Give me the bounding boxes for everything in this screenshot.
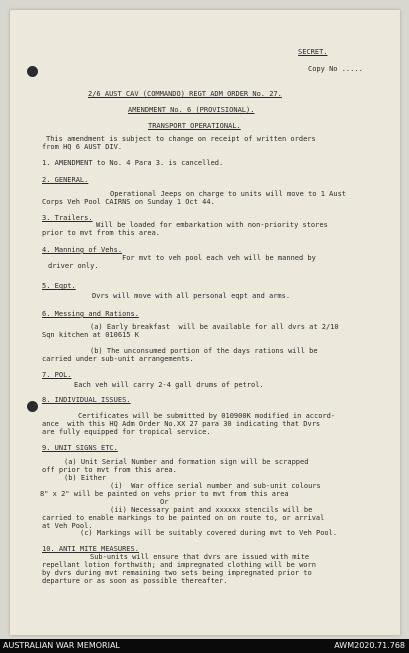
para-line: Operational Jeeps on charge to units will move to 1 Aust	[110, 190, 347, 198]
para-line: (a) Unit Serial Number and formation sign will be scrapped	[64, 458, 309, 466]
para-line: repellant lotion forthwith; and impregnated clothing will be worn	[42, 561, 316, 569]
archive-footer-bar	[0, 639, 409, 653]
para-line: prior to mvt from this area.	[42, 229, 161, 237]
para-line: (c) Markings will be suitably covered during mvt to Veh Pool.	[80, 529, 338, 537]
para-line: carried under sub-unit arrangements.	[42, 355, 194, 363]
para-line: Each veh will carry 2-4 gall drums of petrol.	[74, 381, 264, 389]
para-line: are fully equipped for tropical service.	[42, 428, 211, 436]
para-heading: 4. Manning of Vehs.	[42, 246, 123, 254]
para-line: (i) War office serial number and sub-unit colours	[110, 482, 321, 490]
para-line: 8" x 2" will be painted on vehs prior to mvt from this area	[40, 490, 289, 498]
para-line: (b) The unconsumed portion of the days rations will be	[90, 347, 318, 355]
para-line: Sub-units will ensure that dvrs are issued with mite	[90, 553, 310, 561]
amendment-title: AMENDMENT No. 6 (PROVISIONAL).	[128, 106, 255, 114]
para-line: by dvrs during mvt remaining two sets being impregnated prior to	[42, 569, 312, 577]
para-line: For mvt to veh pool each veh will be manned by	[122, 254, 316, 262]
para-heading: 9. UNIT SIGNS ETC.	[42, 444, 118, 452]
para-line: carried to enable markings to be painted on on route to, or arrival	[42, 514, 325, 522]
para-heading: 10. ANTI MITE MEASURES.	[42, 545, 139, 553]
intro-line: This amendment is subject to change on receipt of written orders	[46, 135, 316, 143]
para-line: Will be loaded for embarkation with non-priority stores	[96, 221, 328, 229]
para-heading: 2. GENERAL.	[42, 176, 89, 184]
para-line: (a) Early breakfast will be available for all dvrs at 2/10	[90, 323, 339, 331]
para-line: departure or as soon as possible thereafter.	[42, 577, 228, 585]
para-line: Certificates will be submitted by 010900K modified in accord-	[78, 412, 336, 420]
order-title: 2/6 AUST CAV (COMMANDO) REGT ADM ORDER No. 27.	[88, 90, 282, 98]
section-subtitle: TRANSPORT OPERATIONAL.	[148, 122, 241, 130]
intro-line: from HQ 6 AUST DIV.	[42, 143, 123, 151]
punch-hole	[27, 401, 38, 412]
para-heading: 6. Messing and Rations.	[42, 310, 139, 318]
archive-reference: AWM2020.71.768	[334, 641, 405, 650]
copy-number: Copy No .....	[308, 65, 363, 73]
para-line: (b) Either	[64, 474, 107, 482]
punch-hole	[27, 66, 38, 77]
para-1: 1. AMENDMENT to No. 4 Para 3. is cancelled.	[42, 159, 224, 167]
para-line: ance with this HQ Adm Order No.XX 27 para 30 indicating that Dvrs	[42, 420, 321, 428]
secret-marking: SECRET.	[298, 48, 328, 56]
para-heading: 3. Trailers.	[42, 214, 93, 222]
para-line: at Veh Pool.	[42, 522, 93, 530]
para-heading: 5. Eqpt.	[42, 282, 76, 290]
para-line: Dvrs will move with all personal eqpt and arms.	[92, 292, 291, 300]
para-line: off prior to mvt from this area.	[42, 466, 177, 474]
para-line: Corps Veh Pool CAIRNS on Sunday 1 Oct 44.	[42, 198, 215, 206]
para-heading: 8. INDIVIDUAL ISSUES.	[42, 396, 131, 404]
archive-name: AUSTRALIAN WAR MEMORIAL	[3, 641, 120, 650]
para-line: driver only.	[48, 262, 99, 270]
para-line: Sqn kitchen at 010615 K	[42, 331, 139, 339]
document-page	[10, 10, 400, 635]
para-heading: 7. POL.	[42, 371, 72, 379]
para-line: Or	[160, 498, 169, 506]
para-line: (ii) Necessary paint and xxxxxx stencils will be	[110, 506, 313, 514]
